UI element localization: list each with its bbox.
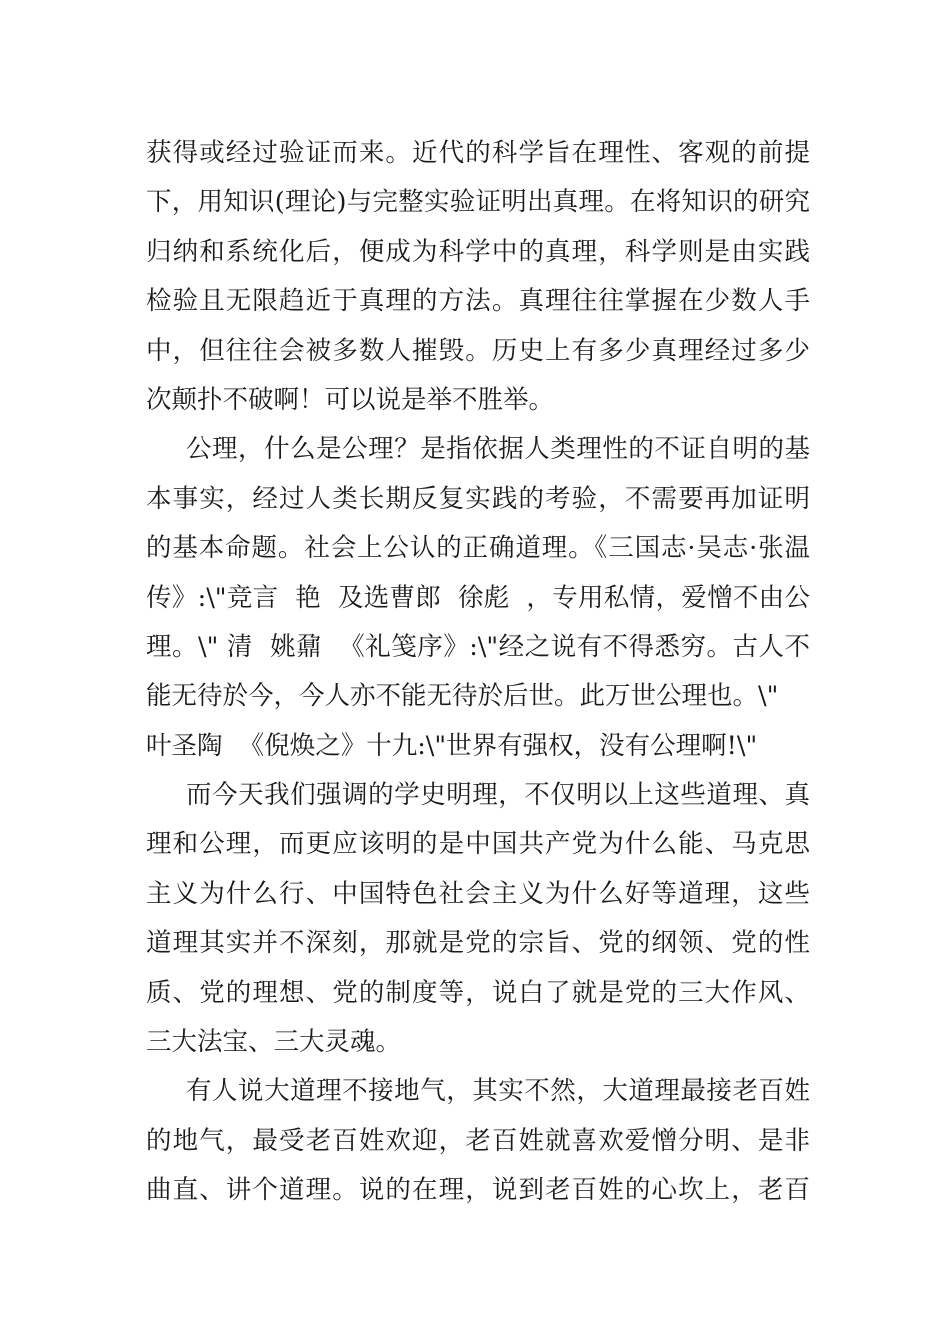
paragraph-3 <box>146 771 810 1067</box>
text-line: 公理，什么是公理？是指依据人类理性的不证自明的基 <box>186 434 810 465</box>
text-line: 检验且无限趋近于真理的方法。真理往往掌握在少数人手 <box>146 286 810 317</box>
text-line: 有人说大道理不接地气，其实不然，大道理最接老百姓 <box>186 1076 810 1107</box>
text-line: 主义为什么行、中国特色社会主义为什么好等道理，这些 <box>146 878 810 909</box>
text-line: 次颠扑不破啊！可以说是举不胜举。 <box>146 384 555 415</box>
text-line: 的地气，最受老百姓欢迎，老百姓就喜欢爱憎分明、是非 <box>146 1125 810 1156</box>
text-line: 的基本命题。社会上公认的正确道理。《三国志·吴志·张温 <box>146 533 810 564</box>
text-line: 质、党的理想、党的制度等，说白了就是党的三大作风、 <box>146 977 810 1008</box>
text-line: 获得或经过验证而来。近代的科学旨在理性、客观的前提 <box>146 138 810 168</box>
text-line: 三大法宝、三大灵魂。 <box>146 1027 402 1058</box>
text-line: 而今天我们强调的学史明理，不仅明以上这些道理、真 <box>186 780 810 811</box>
text-line: 道理其实并不深刻，那就是党的宗旨、党的纲领、党的性 <box>146 928 810 959</box>
text-line: 下，用知识(理论)与完整实验证明出真理。在将知识的研究 <box>146 187 810 218</box>
text-line: 理和公理，而更应该明的是中国共产党为什么能、马克思 <box>146 829 810 860</box>
text-line: 理。\" 清 姚鼐 《礼笺序》:\"经之说有不得悉穷。古人不 <box>146 631 810 662</box>
text-line: 曲直、讲个道理。说的在理，说到老百姓的心坎上，老百 <box>146 1175 810 1206</box>
text-line: 归纳和系统化后，便成为科学中的真理，科学则是由实践 <box>146 236 810 267</box>
paragraph-2 <box>146 425 810 771</box>
document-body <box>146 129 810 1216</box>
paragraph-1 <box>146 129 810 425</box>
text-line: 中，但往往会被多数人摧毁。历史上有多少真理经过多少 <box>146 335 810 366</box>
text-line: 叶圣陶 《倪焕之》十九:\"世界有强权，没有公理啊!\" <box>146 730 758 761</box>
paragraph-4 <box>146 1067 810 1215</box>
text-line: 能无待於今，今人亦不能无待於后世。此万世公理也。\" <box>146 681 779 712</box>
text-line: 传》:\"竞言 艳 及选曹郎 徐彪 ，专用私情，爱憎不由公 <box>146 582 810 613</box>
text-line: 本事实，经过人类长期反复实践的考验，不需要再加证明 <box>146 483 810 514</box>
